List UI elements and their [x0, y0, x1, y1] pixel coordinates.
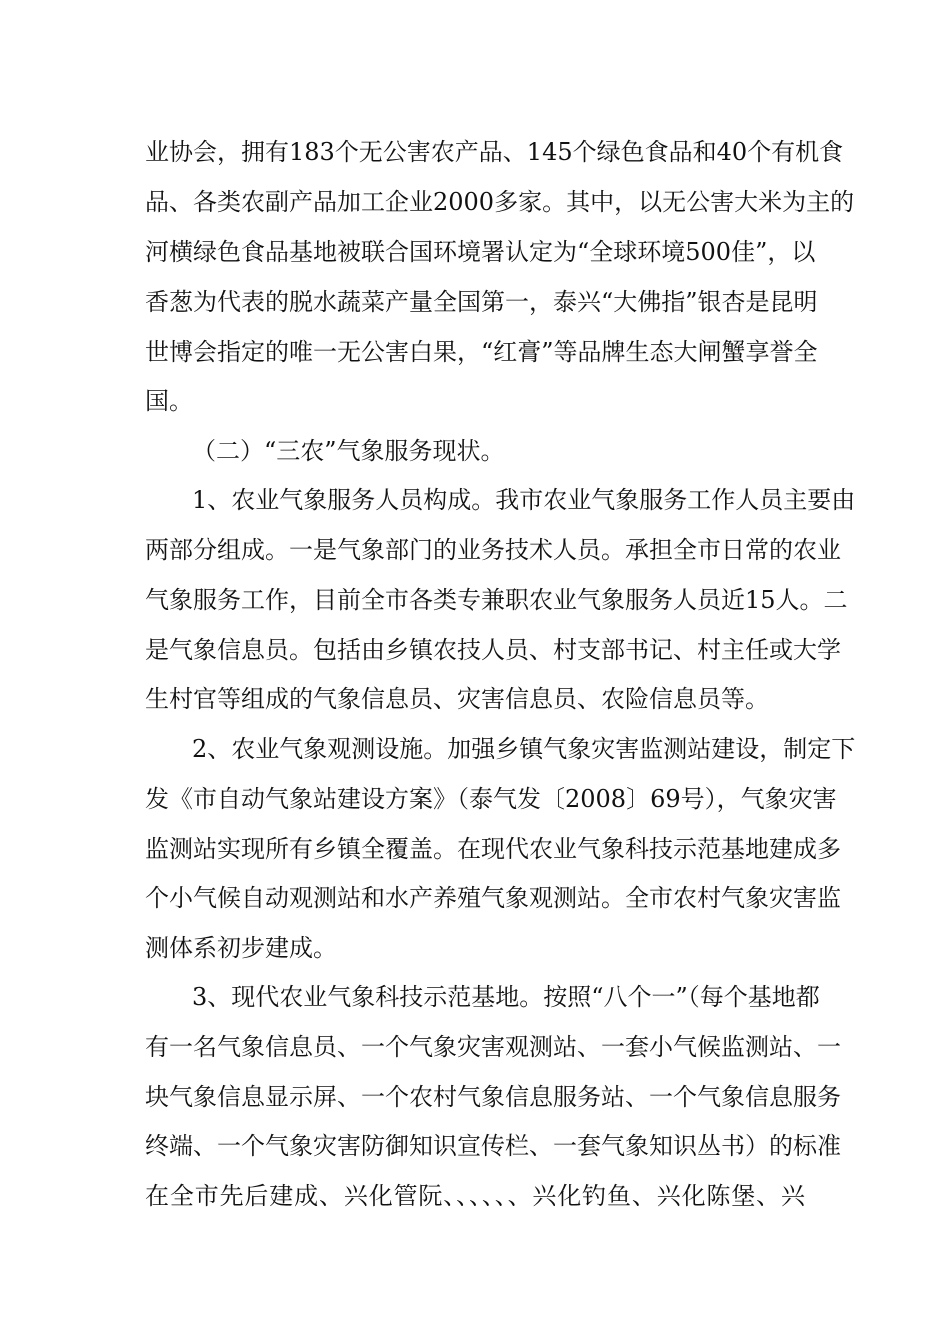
text-line: 河横绿色食品基地被联合国环境署认定为“全球环境500佳”，以 [145, 238, 816, 266]
text-line: 发《市自动气象站建设方案》（泰气发〔2008〕69号），气象灾害 [145, 785, 837, 813]
text-line: 世博会指定的唯一无公害白果，“红膏”等品牌生态大闸蟹享誉全 [145, 338, 818, 366]
text-line: 在全市先后建成、兴化管阮、、、、、、兴化钓鱼、兴化陈堡、兴 [145, 1182, 805, 1210]
section-heading: （二）“三农”气象服务现状。 [192, 437, 505, 465]
text-line: 有一名气象信息员、一个气象灾害观测站、一套小气候监测站、一 [145, 1033, 841, 1061]
text-line: 香葱为代表的脱水蔬菜产量全国第一，泰兴“大佛指”银杏是昆明 [145, 288, 818, 316]
text-line: 生村官等组成的气象信息员、灾害信息员、农险信息员等。 [145, 685, 769, 713]
paragraph-first-line: 2、农业气象观测设施。加强乡镇气象灾害监测站建设，制定下 [192, 735, 856, 763]
text-line: 个小气候自动观测站和水产养殖气象观测站。全市农村气象灾害监 [145, 884, 841, 912]
paragraph-first-line: 1、农业气象服务人员构成。我市农业气象服务工作人员主要由 [192, 486, 856, 514]
text-line: 业协会，拥有183个无公害农产品、145个绿色食品和40个有机食 [145, 138, 844, 166]
text-line: 国。 [145, 387, 193, 415]
text-line: 是气象信息员。包括由乡镇农技人员、村支部书记、村主任或大学 [145, 636, 841, 664]
text-line: 终端、一个气象灾害防御知识宣传栏、一套气象知识丛书）的标准 [145, 1132, 841, 1160]
text-line: 块气象信息显示屏、一个农村气象信息服务站、一个气象信息服务 [145, 1083, 841, 1111]
paragraph-first-line: 3、现代农业气象科技示范基地。按照“八个一”（每个基地都 [192, 983, 820, 1011]
text-line: 两部分组成。一是气象部门的业务技术人员。承担全市日常的农业 [145, 536, 841, 564]
text-line: 监测站实现所有乡镇全覆盖。在现代农业气象科技示范基地建成多 [145, 835, 841, 863]
text-line: 品、各类农副产品加工企业2000多家。其中，以无公害大米为主的 [145, 188, 855, 216]
text-line: 测体系初步建成。 [145, 934, 337, 962]
text-line: 气象服务工作，目前全市各类专兼职农业气象服务人员近15人。二 [145, 586, 848, 614]
